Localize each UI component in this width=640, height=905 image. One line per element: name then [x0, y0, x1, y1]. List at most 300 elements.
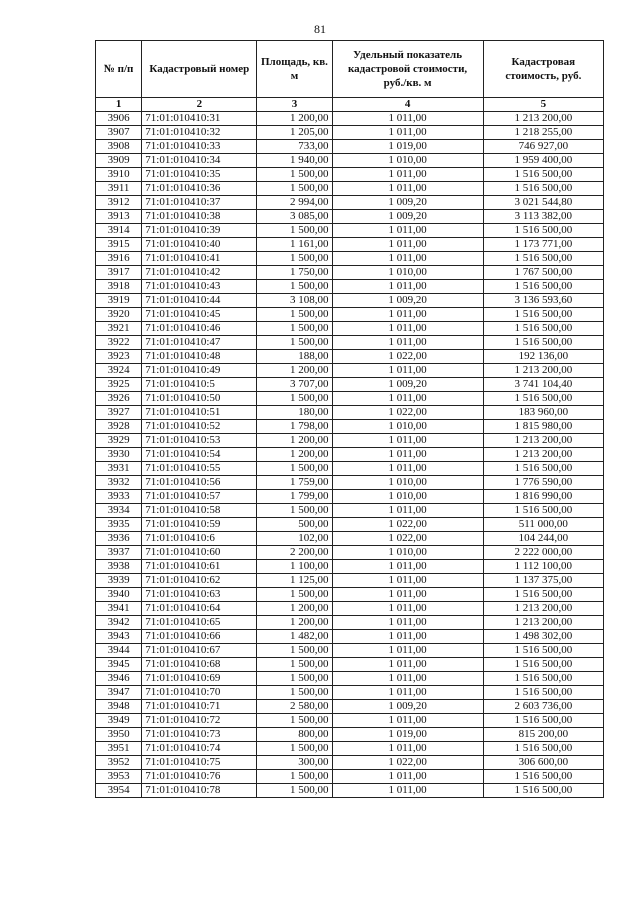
table-row — [96, 770, 604, 784]
table-row — [96, 154, 604, 168]
specific-value-cell: 1 011,00 — [332, 392, 483, 406]
area-cell: 1 500,00 — [257, 308, 332, 322]
row-number-cell: 3941 — [96, 602, 142, 616]
cadastral-value-cell: 1 516 500,00 — [483, 462, 603, 476]
area-cell: 1 799,00 — [257, 490, 332, 504]
row-number-cell: 3944 — [96, 644, 142, 658]
cadastral-number-cell: 71:01:010410:74 — [142, 742, 257, 756]
specific-value-cell: 1 010,00 — [332, 266, 483, 280]
table-row — [96, 756, 604, 770]
area-cell: 1 100,00 — [257, 560, 332, 574]
specific-value-cell: 1 022,00 — [332, 350, 483, 364]
table-row — [96, 280, 604, 294]
area-cell: 1 161,00 — [257, 238, 332, 252]
table-row — [96, 490, 604, 504]
header-row-number: № п/п — [96, 41, 142, 98]
column-number: 2 — [142, 98, 257, 112]
table-row — [96, 658, 604, 672]
cadastral-value-cell: 1 213 200,00 — [483, 112, 603, 126]
area-cell: 2 200,00 — [257, 546, 332, 560]
table-row — [96, 406, 604, 420]
specific-value-cell: 1 022,00 — [332, 532, 483, 546]
row-number-cell: 3918 — [96, 280, 142, 294]
cadastral-number-cell: 71:01:010410:55 — [142, 462, 257, 476]
area-cell: 1 200,00 — [257, 602, 332, 616]
table-row — [96, 700, 604, 714]
area-cell: 1 500,00 — [257, 742, 332, 756]
cadastral-number-cell: 71:01:010410:35 — [142, 168, 257, 182]
specific-value-cell: 1 010,00 — [332, 546, 483, 560]
area-cell: 1 200,00 — [257, 448, 332, 462]
cadastral-number-cell: 71:01:010410:36 — [142, 182, 257, 196]
table-row — [96, 672, 604, 686]
row-number-cell: 3906 — [96, 112, 142, 126]
cadastral-value-cell: 1 776 590,00 — [483, 476, 603, 490]
cadastral-value-cell: 1 516 500,00 — [483, 784, 603, 798]
area-cell: 188,00 — [257, 350, 332, 364]
cadastral-number-cell: 71:01:010410:34 — [142, 154, 257, 168]
table-row — [96, 616, 604, 630]
table-row — [96, 434, 604, 448]
cadastral-number-cell: 71:01:010410:58 — [142, 504, 257, 518]
row-number-cell: 3952 — [96, 756, 142, 770]
cadastral-value-cell: 1 516 500,00 — [483, 224, 603, 238]
cadastral-number-cell: 71:01:010410:40 — [142, 238, 257, 252]
cadastral-number-cell: 71:01:010410:43 — [142, 280, 257, 294]
table-row — [96, 140, 604, 154]
cadastral-value-cell: 1 516 500,00 — [483, 322, 603, 336]
row-number-cell: 3933 — [96, 490, 142, 504]
cadastral-number-cell: 71:01:010410:70 — [142, 686, 257, 700]
area-cell: 1 500,00 — [257, 770, 332, 784]
row-number-cell: 3907 — [96, 126, 142, 140]
column-number: 5 — [483, 98, 603, 112]
specific-value-cell: 1 010,00 — [332, 420, 483, 434]
cadastral-number-cell: 71:01:010410:63 — [142, 588, 257, 602]
cadastral-number-cell: 71:01:010410:54 — [142, 448, 257, 462]
specific-value-cell: 1 011,00 — [332, 434, 483, 448]
cadastral-number-cell: 71:01:010410:56 — [142, 476, 257, 490]
cadastral-number-cell: 71:01:010410:37 — [142, 196, 257, 210]
area-cell: 1 500,00 — [257, 658, 332, 672]
row-number-cell: 3913 — [96, 210, 142, 224]
row-number-cell: 3948 — [96, 700, 142, 714]
cadastral-number-cell: 71:01:010410:72 — [142, 714, 257, 728]
cadastral-value-cell: 3 021 544,80 — [483, 196, 603, 210]
cadastral-number-cell: 71:01:010410:45 — [142, 308, 257, 322]
specific-value-cell: 1 010,00 — [332, 490, 483, 504]
table-row — [96, 350, 604, 364]
cadastral-value-cell: 1 213 200,00 — [483, 448, 603, 462]
table-row — [96, 518, 604, 532]
cadastral-value-cell: 1 498 302,00 — [483, 630, 603, 644]
cadastral-number-cell: 71:01:010410:52 — [142, 420, 257, 434]
row-number-cell: 3947 — [96, 686, 142, 700]
specific-value-cell: 1 011,00 — [332, 238, 483, 252]
specific-value-cell: 1 010,00 — [332, 476, 483, 490]
column-number: 1 — [96, 98, 142, 112]
table-row — [96, 266, 604, 280]
specific-value-cell: 1 011,00 — [332, 168, 483, 182]
cadastral-value-cell: 1 516 500,00 — [483, 308, 603, 322]
row-number-cell: 3925 — [96, 378, 142, 392]
cadastral-value-cell: 1 959 400,00 — [483, 154, 603, 168]
area-cell: 733,00 — [257, 140, 332, 154]
cadastral-value-cell: 1 516 500,00 — [483, 672, 603, 686]
cadastral-number-cell: 71:01:010410:71 — [142, 700, 257, 714]
row-number-cell: 3919 — [96, 294, 142, 308]
cadastral-value-cell: 2 603 736,00 — [483, 700, 603, 714]
area-cell: 1 500,00 — [257, 588, 332, 602]
table-row — [96, 560, 604, 574]
cadastral-value-cell: 1 213 200,00 — [483, 434, 603, 448]
specific-value-cell: 1 011,00 — [332, 224, 483, 238]
header-row — [96, 41, 604, 98]
table-row — [96, 252, 604, 266]
cadastral-value-cell: 1 173 771,00 — [483, 238, 603, 252]
specific-value-cell: 1 011,00 — [332, 126, 483, 140]
area-cell: 1 750,00 — [257, 266, 332, 280]
table-row — [96, 574, 604, 588]
cadastral-value-cell: 1 767 500,00 — [483, 266, 603, 280]
specific-value-cell: 1 011,00 — [332, 588, 483, 602]
cadastral-number-cell: 71:01:010410:47 — [142, 336, 257, 350]
cadastral-value-cell: 511 000,00 — [483, 518, 603, 532]
specific-value-cell: 1 011,00 — [332, 630, 483, 644]
row-number-cell: 3927 — [96, 406, 142, 420]
area-cell: 1 205,00 — [257, 126, 332, 140]
cadastral-value-cell: 1 112 100,00 — [483, 560, 603, 574]
table-row — [96, 112, 604, 126]
area-cell: 180,00 — [257, 406, 332, 420]
area-cell: 1 500,00 — [257, 392, 332, 406]
specific-value-cell: 1 011,00 — [332, 714, 483, 728]
area-cell: 3 085,00 — [257, 210, 332, 224]
cadastral-number-cell: 71:01:010410:53 — [142, 434, 257, 448]
row-number-cell: 3928 — [96, 420, 142, 434]
cadastral-number-cell: 71:01:010410:46 — [142, 322, 257, 336]
table-row — [96, 714, 604, 728]
cadastral-number-cell: 71:01:010410:64 — [142, 602, 257, 616]
cadastral-number-cell: 71:01:010410:59 — [142, 518, 257, 532]
table-row — [96, 728, 604, 742]
cadastral-value-cell: 104 244,00 — [483, 532, 603, 546]
row-number-cell: 3943 — [96, 630, 142, 644]
specific-value-cell: 1 009,20 — [332, 294, 483, 308]
header-cadastral-value: Кадастровая стоимость, руб. — [483, 41, 603, 98]
specific-value-cell: 1 010,00 — [332, 154, 483, 168]
cadastral-value-cell: 1 516 500,00 — [483, 392, 603, 406]
area-cell: 1 500,00 — [257, 672, 332, 686]
column-numbers-row — [96, 98, 604, 112]
specific-value-cell: 1 011,00 — [332, 364, 483, 378]
row-number-cell: 3937 — [96, 546, 142, 560]
table-row — [96, 546, 604, 560]
row-number-cell: 3908 — [96, 140, 142, 154]
row-number-cell: 3936 — [96, 532, 142, 546]
cadastral-number-cell: 71:01:010410:42 — [142, 266, 257, 280]
table-row — [96, 336, 604, 350]
specific-value-cell: 1 011,00 — [332, 602, 483, 616]
cadastral-value-cell: 1 516 500,00 — [483, 504, 603, 518]
area-cell: 1 500,00 — [257, 336, 332, 350]
specific-value-cell: 1 011,00 — [332, 784, 483, 798]
specific-value-cell: 1 011,00 — [332, 770, 483, 784]
row-number-cell: 3946 — [96, 672, 142, 686]
cadastral-value-cell: 3 113 382,00 — [483, 210, 603, 224]
cadastral-value-cell: 746 927,00 — [483, 140, 603, 154]
specific-value-cell: 1 011,00 — [332, 560, 483, 574]
area-cell: 3 108,00 — [257, 294, 332, 308]
specific-value-cell: 1 011,00 — [332, 252, 483, 266]
cadastral-value-cell: 1 516 500,00 — [483, 644, 603, 658]
row-number-cell: 3910 — [96, 168, 142, 182]
cadastral-value-cell: 1 137 375,00 — [483, 574, 603, 588]
table-row — [96, 182, 604, 196]
cadastral-number-cell: 71:01:010410:33 — [142, 140, 257, 154]
area-cell: 1 200,00 — [257, 616, 332, 630]
cadastral-value-cell: 815 200,00 — [483, 728, 603, 742]
row-number-cell: 3916 — [96, 252, 142, 266]
row-number-cell: 3912 — [96, 196, 142, 210]
specific-value-cell: 1 011,00 — [332, 308, 483, 322]
row-number-cell: 3935 — [96, 518, 142, 532]
cadastral-value-cell: 1 516 500,00 — [483, 588, 603, 602]
specific-value-cell: 1 011,00 — [332, 448, 483, 462]
row-number-cell: 3922 — [96, 336, 142, 350]
specific-value-cell: 1 011,00 — [332, 504, 483, 518]
specific-value-cell: 1 022,00 — [332, 406, 483, 420]
area-cell: 1 500,00 — [257, 504, 332, 518]
table-row — [96, 378, 604, 392]
table-row — [96, 644, 604, 658]
table-row — [96, 630, 604, 644]
area-cell: 3 707,00 — [257, 378, 332, 392]
row-number-cell: 3942 — [96, 616, 142, 630]
cadastral-value-cell: 306 600,00 — [483, 756, 603, 770]
column-number: 3 — [257, 98, 332, 112]
cadastral-number-cell: 71:01:010410:41 — [142, 252, 257, 266]
cadastral-number-cell: 71:01:010410:76 — [142, 770, 257, 784]
cadastral-number-cell: 71:01:010410:44 — [142, 294, 257, 308]
table-row — [96, 308, 604, 322]
cadastral-value-cell: 192 136,00 — [483, 350, 603, 364]
row-number-cell: 3932 — [96, 476, 142, 490]
table-row — [96, 462, 604, 476]
cadastral-number-cell: 71:01:010410:61 — [142, 560, 257, 574]
table-row — [96, 392, 604, 406]
row-number-cell: 3953 — [96, 770, 142, 784]
row-number-cell: 3930 — [96, 448, 142, 462]
table-row — [96, 196, 604, 210]
table-row — [96, 210, 604, 224]
area-cell: 1 500,00 — [257, 224, 332, 238]
cadastral-number-cell: 71:01:010410:49 — [142, 364, 257, 378]
table-row — [96, 742, 604, 756]
cadastral-value-cell: 1 516 500,00 — [483, 252, 603, 266]
cadastral-value-cell: 2 222 000,00 — [483, 546, 603, 560]
table-row — [96, 224, 604, 238]
row-number-cell: 3926 — [96, 392, 142, 406]
row-number-cell: 3909 — [96, 154, 142, 168]
table-row — [96, 448, 604, 462]
cadastral-value-cell: 1 213 200,00 — [483, 616, 603, 630]
row-number-cell: 3911 — [96, 182, 142, 196]
cadastral-number-cell: 71:01:010410:39 — [142, 224, 257, 238]
area-cell: 1 125,00 — [257, 574, 332, 588]
specific-value-cell: 1 011,00 — [332, 182, 483, 196]
table-body — [96, 112, 604, 798]
cadastral-value-cell: 1 815 980,00 — [483, 420, 603, 434]
cadastral-number-cell: 71:01:010410:57 — [142, 490, 257, 504]
cadastral-number-cell: 71:01:010410:5 — [142, 378, 257, 392]
cadastral-value-cell: 1 516 500,00 — [483, 168, 603, 182]
specific-value-cell: 1 019,00 — [332, 140, 483, 154]
area-cell: 1 500,00 — [257, 686, 332, 700]
table-row — [96, 238, 604, 252]
cadastral-number-cell: 71:01:010410:69 — [142, 672, 257, 686]
area-cell: 1 500,00 — [257, 644, 332, 658]
row-number-cell: 3914 — [96, 224, 142, 238]
cadastral-number-cell: 71:01:010410:50 — [142, 392, 257, 406]
table-row — [96, 588, 604, 602]
table-row — [96, 364, 604, 378]
area-cell: 1 759,00 — [257, 476, 332, 490]
cadastral-value-cell: 1 516 500,00 — [483, 714, 603, 728]
header-cadastral-number: Кадастровый номер — [142, 41, 257, 98]
table-row — [96, 420, 604, 434]
cadastral-value-cell: 1 213 200,00 — [483, 364, 603, 378]
row-number-cell: 3931 — [96, 462, 142, 476]
row-number-cell: 3921 — [96, 322, 142, 336]
table-row — [96, 322, 604, 336]
cadastral-value-cell: 1 516 500,00 — [483, 686, 603, 700]
cadastral-value-cell: 1 516 500,00 — [483, 280, 603, 294]
cadastral-number-cell: 71:01:010410:32 — [142, 126, 257, 140]
area-cell: 1 500,00 — [257, 280, 332, 294]
specific-value-cell: 1 019,00 — [332, 728, 483, 742]
cadastral-value-cell: 1 516 500,00 — [483, 742, 603, 756]
row-number-cell: 3939 — [96, 574, 142, 588]
row-number-cell: 3915 — [96, 238, 142, 252]
specific-value-cell: 1 011,00 — [332, 686, 483, 700]
table-row — [96, 686, 604, 700]
specific-value-cell: 1 011,00 — [332, 462, 483, 476]
cadastral-value-table — [95, 40, 604, 798]
area-cell: 1 500,00 — [257, 322, 332, 336]
cadastral-value-cell: 1 516 500,00 — [483, 336, 603, 350]
area-cell: 1 500,00 — [257, 252, 332, 266]
page-number: 81 — [314, 22, 326, 36]
cadastral-value-cell: 3 741 104,40 — [483, 378, 603, 392]
specific-value-cell: 1 011,00 — [332, 672, 483, 686]
cadastral-number-cell: 71:01:010410:60 — [142, 546, 257, 560]
table-row — [96, 784, 604, 798]
row-number-cell: 3929 — [96, 434, 142, 448]
area-cell: 1 500,00 — [257, 168, 332, 182]
row-number-cell: 3917 — [96, 266, 142, 280]
row-number-cell: 3951 — [96, 742, 142, 756]
specific-value-cell: 1 011,00 — [332, 336, 483, 350]
table-row — [96, 476, 604, 490]
cadastral-number-cell: 71:01:010410:31 — [142, 112, 257, 126]
area-cell: 1 500,00 — [257, 182, 332, 196]
table-row — [96, 532, 604, 546]
cadastral-number-cell: 71:01:010410:62 — [142, 574, 257, 588]
specific-value-cell: 1 009,20 — [332, 378, 483, 392]
area-cell: 2 994,00 — [257, 196, 332, 210]
table-row — [96, 294, 604, 308]
area-cell: 1 200,00 — [257, 364, 332, 378]
cadastral-number-cell: 71:01:010410:78 — [142, 784, 257, 798]
cadastral-value-cell: 1 516 500,00 — [483, 182, 603, 196]
column-number: 4 — [332, 98, 483, 112]
row-number-cell: 3923 — [96, 350, 142, 364]
area-cell: 1 940,00 — [257, 154, 332, 168]
specific-value-cell: 1 011,00 — [332, 280, 483, 294]
specific-value-cell: 1 009,20 — [332, 210, 483, 224]
area-cell: 1 482,00 — [257, 630, 332, 644]
area-cell: 1 200,00 — [257, 112, 332, 126]
specific-value-cell: 1 011,00 — [332, 658, 483, 672]
specific-value-cell: 1 011,00 — [332, 644, 483, 658]
header-specific-value: Удельный показатель кадастровой стоимости, руб./кв. м — [332, 41, 483, 98]
specific-value-cell: 1 009,20 — [332, 196, 483, 210]
row-number-cell: 3950 — [96, 728, 142, 742]
cadastral-number-cell: 71:01:010410:66 — [142, 630, 257, 644]
row-number-cell: 3940 — [96, 588, 142, 602]
row-number-cell: 3924 — [96, 364, 142, 378]
area-cell: 800,00 — [257, 728, 332, 742]
cadastral-value-cell: 1 213 200,00 — [483, 602, 603, 616]
specific-value-cell: 1 011,00 — [332, 574, 483, 588]
row-number-cell: 3949 — [96, 714, 142, 728]
cadastral-value-cell: 3 136 593,60 — [483, 294, 603, 308]
cadastral-number-cell: 71:01:010410:51 — [142, 406, 257, 420]
cadastral-number-cell: 71:01:010410:68 — [142, 658, 257, 672]
table-row — [96, 126, 604, 140]
specific-value-cell: 1 011,00 — [332, 322, 483, 336]
area-cell: 1 500,00 — [257, 462, 332, 476]
area-cell: 1 500,00 — [257, 714, 332, 728]
area-cell: 2 580,00 — [257, 700, 332, 714]
specific-value-cell: 1 011,00 — [332, 742, 483, 756]
cadastral-value-cell: 1 816 990,00 — [483, 490, 603, 504]
cadastral-value-cell: 1 218 255,00 — [483, 126, 603, 140]
cadastral-value-cell: 1 516 500,00 — [483, 770, 603, 784]
area-cell: 500,00 — [257, 518, 332, 532]
row-number-cell: 3920 — [96, 308, 142, 322]
cadastral-value-cell: 183 960,00 — [483, 406, 603, 420]
row-number-cell: 3954 — [96, 784, 142, 798]
area-cell: 300,00 — [257, 756, 332, 770]
cadastral-number-cell: 71:01:010410:38 — [142, 210, 257, 224]
cadastral-number-cell: 71:01:010410:67 — [142, 644, 257, 658]
cadastral-number-cell: 71:01:010410:73 — [142, 728, 257, 742]
table-row — [96, 168, 604, 182]
area-cell: 1 500,00 — [257, 784, 332, 798]
specific-value-cell: 1 022,00 — [332, 518, 483, 532]
row-number-cell: 3934 — [96, 504, 142, 518]
cadastral-number-cell: 71:01:010410:48 — [142, 350, 257, 364]
header-area: Площадь, кв. м — [257, 41, 332, 98]
table-row — [96, 504, 604, 518]
area-cell: 1 200,00 — [257, 434, 332, 448]
cadastral-number-cell: 71:01:010410:6 — [142, 532, 257, 546]
cadastral-value-cell: 1 516 500,00 — [483, 658, 603, 672]
row-number-cell: 3945 — [96, 658, 142, 672]
area-cell: 1 798,00 — [257, 420, 332, 434]
